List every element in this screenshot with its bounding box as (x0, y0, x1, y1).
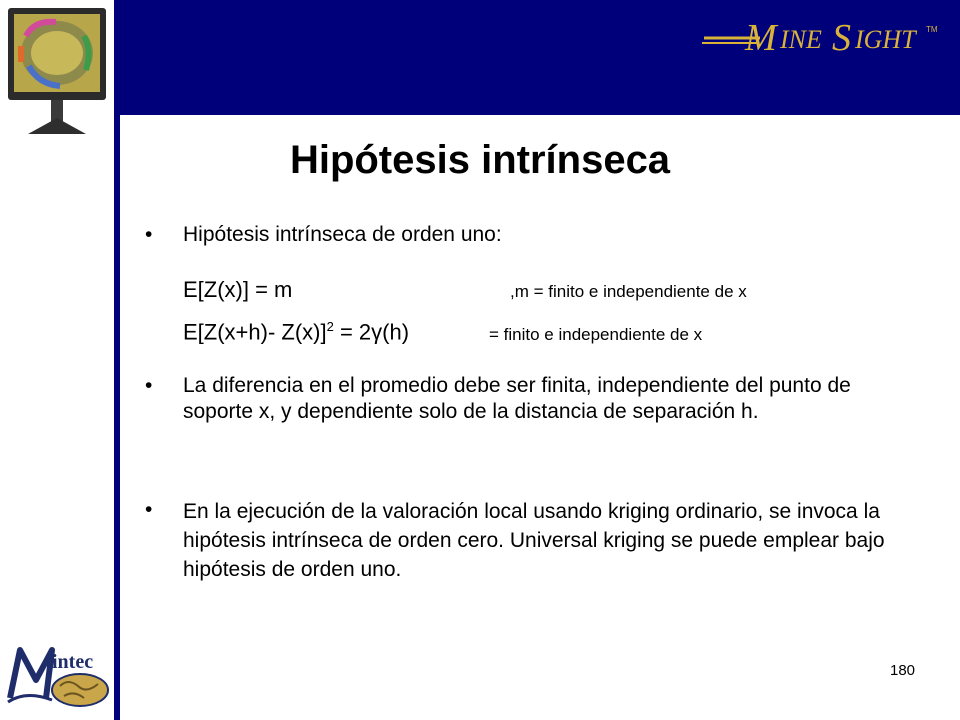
slide-title-text: Hipótesis intrínseca (289, 138, 671, 182)
monitor-image (4, 6, 110, 142)
bullet-marker-1: • (145, 223, 153, 246)
equation-2-note: = finito e independiente de x (489, 325, 703, 344)
equation-1-note: ,m = finito e independiente de x (510, 282, 747, 301)
page-number: 180 (890, 662, 916, 679)
equation-2-main: E[Z(x+h)- Z(x)] (183, 319, 327, 345)
svg-text:TM: TM (926, 25, 938, 34)
svg-text:INE: INE (780, 25, 822, 54)
equation-2-superscript: 2 (326, 319, 334, 334)
svg-text:intec: intec (52, 651, 94, 673)
svg-text:M: M (745, 17, 777, 59)
equation-1: E[Z(x)] = m (183, 277, 293, 302)
mintec-logo (6, 640, 112, 710)
bullet-text-2: La diferencia en el promedio debe ser finita, independiente del punto de soporte x, y dependiente solo de la distancia de separación h. (183, 374, 851, 423)
equation-2 (183, 319, 409, 345)
bullet-marker-2: • (145, 374, 153, 397)
slide-title (0, 138, 960, 183)
left-divider (114, 0, 120, 720)
equation-2-rhs: = 2γ(h) (339, 319, 410, 345)
svg-text:IGHT: IGHT (855, 25, 916, 54)
bullet-marker-3: • (145, 498, 153, 521)
svg-text:S: S (832, 17, 851, 59)
bullet-text-1: Hipótesis intrínseca de orden uno: (183, 223, 502, 246)
bullet-text-3: En la ejecución de la valoración local usando kriging ordinario, se invoca la hipótesis intrínseca de orden cero. Universal kriging se puede emplear bajo hipótesis de orden uno. (183, 500, 885, 581)
minesight-logo (700, 10, 945, 65)
